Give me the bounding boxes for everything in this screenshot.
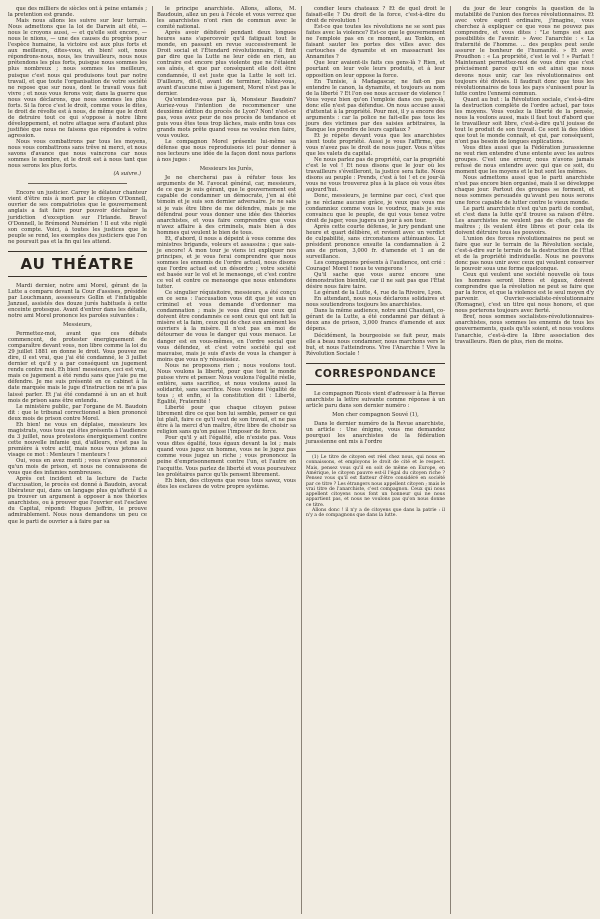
article-paragraph: Donc, messieurs, je termine par ceci, c'est que je ne réclame aucune grâce, je veux que vous me condamniez comme vous le voudrez, mais je suis convaincu que le peuple, de qui vous tenez votre droit de juger, vous jugera un jour à son tour. [306,193,445,224]
article-paragraph: Encore un justicier. Carrey le délateur chanteur vient d'être mis à mort par le citoyen O'Donnell, ouvrier de ses compatriotes que le gouvernement anglais a fait faire pour pouvoir déchaîner la juridiction d'exception sur l'Irlande. Bravo! O'Donnell, le Brémond Numérien ! Il eut vite réglé son compte. Voici, à toutes les justices que le peuple se rend, les exemples des justiciers que l'on ne poursuit pas et la fin qui les attend. [8,190,147,245]
article-paragraph: Le compagnon Morel présente lui-même sa défense que nous reproduisons ici pour donner à nos lecteurs une idée de la façon dont nous parlons à nos juges : [157,139,296,164]
article-paragraph: Après cette courte défense, le jury pendant une heure et quart délibère, et revient avec un verdict de culpabilité, sans circonstances atténuantes. Le président prononce ensuite la condamnation à 2 ans de prison, 3,000 fr. d'amende et 1 an de surveillance. [306,223,445,260]
article-paragraph: Permettez-moi, avant que ces débats commencent, de protester énergiquement de comparaître devant vous, non libre comme la loi du 29 juillet 1881 en donne le droit. Vous pouvez me dire, il est vrai, que j'ai été condamné, le 3 juillet dernier et qu'il y a par conséquent un jugement rendu contre moi. Eh bien! messieurs, ceci est vrai, mais ce jugement a été rendu sans que j'aie pu me défendre. Je me suis présenté en ce cabinet à la date marquée mais le juge d'instruction ne m'a pas laissé parler. Et j'ai été condamné à un an et huit mois de prison sans être entendu. [8,331,147,404]
footnote-paragraph: Allons donc ! il n'y a de citoyens que dans la patrie : il n'y a de compagnons que dans la lutte. [306,508,445,519]
article-paragraph: Ceux qui veulent une société nouvelle où tous les hommes seront libres et égaux, doivent comprendre que la révolution ne peut se faire que par la force, et que la violence est le seul moyen d'y parvenir. Ouvrier-socialiste-révolutionnaire (Romagne), c'est un titre qui nous honore, et que nous porterons toujours avec fierté. [455,272,594,315]
column-divider [152,6,153,914]
column-1 [8,6,147,525]
article-paragraph: L'union des forces révolutionnaires ne peut se faire que sur le terrain de la Révolution sociale, c'est-à-dire sur le terrain de la destruction de l'État et de la propriété individuelle. Nous ne pouvons donc pas nous unir avec ceux qui veulent conserver le pouvoir sous une forme quelconque. [455,235,594,273]
article-paragraph: Ce singulier réquisitoire, messieurs, a été conçu en ce sens : l'accusation vous dit que je suis un criminel et vous demande d'ordonner ma condamnation ; mais je vous dirai que ceux qui doivent être condamnés ce sont ceux qui ont fait la misère et la faim, ceux qui de chez eux amènent les ouvriers à la misère. Il n'est pas en moi de détourner de vous le danger qui vous menace. Le danger est en vous-mêmes, en l'ordre social que vous défendez, et c'est votre société qui est mauvaise, mais je suis d'avis de vous la changer à moins que vous n'y réussissiez. [157,290,296,363]
article-paragraph: Et je répète devant vous que les anarchistes nient toute propriété. Aussi je vous l'affirme, que vous n'avez pas le droit de nous juger. Vous n'êtes que les valets du capital. [306,132,445,158]
article-paragraph: Liberté pour que chaque citoyen puisse librement dire ce que bon lui semble, penser ce qui lui plaît, faire ce qu'il veut de son travail, et ne pas être à la merci d'un maître, être libre de choisir sa religion sans qu'on puisse l'imposer de force. [157,405,296,436]
article-paragraph: En Tunisie, à Madagascar, ne fait-on pas entendre le canon, la dynamite, et toujours au nom de la liberté ? Et l'on ose nous accuser de violence ! Vous voyez bien qu'on l'emploie dans ces pays-là, donc elle n'est pas défendue. On nous accuse aussi d'attentat à la propriété. Pour moi, il y a encore des arguments : car la police ne fait-elle pas tous les jours des victimes par des saisies arbitraires, la Banque les prendre de leurs capitaux ? [306,78,445,133]
article-paragraph: Ne nous parlez pas de propriété, car la propriété c'est le vol ! Et nous disons que le jour où les travailleurs s'éveilleront, la justice sera faite. Nous disons au peuple : Prends, c'est à toi ! et ce jour-là vous ne vous trouverez plus à la place où vous êtes aujourd'hui. [306,157,445,194]
article-paragraph: Oui, vous en avez menti ; vous n'avez prononcé qu'un mois de prison, et nous ne connaissons de vous que des infamies nombreuses. [8,458,147,477]
article-paragraph: Que leur avaient-ils faits ces gens-là ? Rien, et pourtant on leur vole leurs produits, et à leur opposition on leur oppose la force. [306,60,445,79]
article-paragraph: Et, d'abord, il nous a dépeint à vous comme des ministres brigands, voleurs et assassins ; que sais-je encore! À mon tour je viens ici expliquer nos principes, et je vous ferai comprendre que nous sommes les ennemis de l'ordre actuel, nous disons que l'ordre actuel est un désordre ; votre société est basée sur le vol et le mensonge, et c'est contre ce vol et contre ce mensonge que nous entendons lutter. [157,235,296,291]
article-paragraph: Nous vous combattrons par tous les moyens, nous vous combattrons sans trêve ni merci, et nous savons d'avance que nous vaincrons car nous sommes le nombre, et le droit est à nous tant que nous serons les plus forts. [8,139,147,170]
column-divider [450,6,451,914]
article-paragraph: Le compagnon Ricois vient d'adresser à la Revue anarchiste la lettre suivante comme réponse à un article paru dans son dernier numéro : [306,390,445,409]
article-paragraph: Est-ce que toutes les révolutions ne se sont pas faites avec la violence? Est-ce que le gouvernement ne l'emploie pas en ce moment, au Tonkin, en faisant sauter les portes des villes avec des cartouches de dynamite et en massacrant les Annamites ? [306,24,445,61]
article-paragraph: Après avoir débiteré pendant deux longues heures sans s'apercevoir qu'il fatiguait tout le monde, en passant en revue successivement le Droit social et l'Étendard révolutionnaire, il finit par dire que la Lutte ne leur cède en rien, au contraire est encore plus violente que ne l'étaient ses aînés, et que par conséquent elle doit être condamnée, il est juste que la Lutte le soit ici. D'ailleurs, dit-il, avant de terminer, hâtez-vous, avant d'aucune mise à jugement, Morel n'est pas le dernier. [157,30,296,97]
column-2 [157,6,296,490]
article-paragraph: Nous ne proposons rien ; nous voulons tout. Nous voulons la liberté, pour que tout le monde puisse vivre et penser. Nous voulons l'égalité réelle, entière, sans sacrifice, et nous voulons aussi la solidarité, sans sacrifice. Nous voulons l'égalité de tous ; et enfin, si la constitution dit : Liberté, Égalité, Fraternité ! [157,362,296,405]
salutation: Messieurs, [63,322,92,329]
footnote [306,451,445,519]
article-paragraph: Je ne chercherai pas à réfuter tous les arguments de M. l'avocat général, car, messieurs, de ce que je suis gérant, que le gouvernement est capable de condamner un démocrate, j'en ai été témoin et je suis son dernier adversaire. Je ne sais si je vais être libre de me défendre, mais je me défendrai pour vous donner une idée des théories anarchistes, et vous faire comprendre que vous n'avez affaire à des criminels, mais bien à des hommes qui veulent le bien de tous. [157,175,296,236]
section-divider [28,183,127,184]
article-paragraph: que des milliers de siècles ont à peine entamés ; la pretention est grande. [8,6,147,19]
article-paragraph: le principe anarchiste. Allons, allons, M. Baudouin, allez un peu à l'école et vous verrez que les anarchistes n'ont rien de commun avec le comité national. [157,6,296,31]
article-paragraph: Le ministère public, par l'organe de M. Baudoin dit : que le tribunal correctionnel a bien prononcé deux mois de prison contre Morel. [8,403,147,422]
article-paragraph: Eh bien! ne vous en déplaise, messieurs les magistrats, vous tous qui êtes présents à l'audience du 3 juillet, nous protestons énergiquement contre cette nouvelle infamie qui, d'ailleurs, n'est pas la première à votre actif, mais nous vous jetons au visage ce mot : Menteurs ! menteurs ! [8,421,147,458]
salutation: Mon cher compagnon Souvé (1), [332,411,419,418]
column-divider [301,6,302,914]
article-paragraph: Mais nous allons les suivre sur leur terrain. Nous admettons que la loi de Darwin ait été, — nous le croyons aussi, — et qu'elle soit encore, — nous le niions, — une des causes du progrès pour l'espèce humaine, la victoire est aux plus forts et aux meilleurs, dites-vous, eh bien! soit, nous répondrons-nous, nous, les travailleurs, nous nous prétendons les plus forts, puisque nous sommes les plus nombreux ; nous sommes les meilleurs, puisque c'est nous qui produisons tout par notre travail, et que toute l'organisation de votre société ne repose que sur nous, dont le travail vous fait vivre ; et nous vous ferons voir, dans la guerre que nous vous déclarons, que nous sommes les plus forts. Si la force c'est le droit, comme vous le dites, le droit de révolte est à nous, de même que le droit de detruire tout ce qui s'oppose à notre libre développement, et notre attaque sera d'autant plus justifiée que nous ne faisons que répondre à votre agression. [8,18,147,139]
article-paragraph: Quant au but : la Révolution sociale, c'est-à-dire la destruction complète de l'ordre actuel, par tous les moyens. Vous voulez la liberté de la pensée, nous la voulons aussi, mais il faut tout d'abord que le travailleur soit libre, c'est-à-dire qu'il jouisse de tout le produit de son travail. Ce sont là des idées que tout le monde connaît, et qui, par conséquent, n'ont pas besoin de longues explications. [455,96,594,146]
section-heading-correspondance: CORRESPONDANCE [306,363,445,385]
article-paragraph: Après cet incident et la lecture de l'acte d'accusation, le procès est donné à Baudoin, avocat libérateur qui, dans un langage plus qu'affecté il a pu trouver un argument à opposer à nos théories anarchistes, ou à prouver que l'ouvrier est l'esclave du Capital, répond: Hugues Jeffrin, le prouve admirablement. Nous nous demandons un peu ce que le parti de ouvrier a à faire par sa [8,476,147,525]
article-paragraph: Les compagnons présents à l'audience, ont crié : Courage! Morel ! nous te vengerons ! [306,259,445,273]
article-paragraph: Nous admettons aussi que le parti anarchiste n'est pas encore bien organisé, mais il se développe chaque jour. Partout des groupes se forment, et nous sommes persuadés qu'avant peu nous serons une force capable de lutter contre le vieux monde. [455,175,594,206]
article-paragraph: condier leurs chateaux ? Et de quel droit le faisait-elle ? Du droit de la force, c'est-à-dire du droit de révolution ! [306,6,445,25]
article-paragraph: Décidément, la bourgeoisie se fait peur, mais elle a beau nous condamner, nous marchons vers le but, et nous l'atteindrons. Vive l'Anarchie ! Vive la Révolution Sociale ! [306,332,445,357]
article-paragraph: Dans le dernier numéro de la Revue anarchiste, un article : Une énigme, vous me demandez pourquoi les anarchistes de la fédération jurassienne ont mis à l'ordre [306,420,445,446]
column-3 [306,6,445,519]
article-paragraph: Vous dites aussi que la Fédération jurassienne ne veut rien entendre d'une entente avec les autres groupes. C'est une erreur, nous n'avons jamais refusé de nous entendre avec qui que ce soit, du moment que les moyens et le but sont les mêmes. [455,145,594,176]
article-paragraph: Mardi dernier, notre ami Morel, gérant de la Lutte a comparu devant la Cour d'assises, présidée par Louchmann, assesseurs Gollin et l'infatigable Janzuel, assistés des douze jurés habituels à cette enceinte grotesque. Avant d'entrer dans les détails, notre ami Morel prononce les paroles suivantes : [8,282,147,319]
article-paragraph: En attendant, nous nous déclarons solidaires et nous soutiendrons toujours les anarchistes. [306,296,445,309]
article-paragraph: Pour qu'il y ait l'égalité, elle n'existe pas. Vous vous dites égalité, tous égaux devant la loi ; mais quand vous jugez un homme, vous ne le jugez pas comme vous jugez un riche ; vous prononcez la peine d'emprisonnement contre l'un, et l'autre on l'acquitte. Vous parlez de liberté et vous poursuivez les prolétaires parce qu'ils pensent librement. [157,435,296,478]
section-heading-theatre: AU THÉATRE [8,251,147,277]
article-paragraph: Le gérant de la Lutte, 4, rue de la Rivoire, Lyon. [314,290,443,297]
article-paragraph: Bref, nous sommes socialistes-révolutionnaires-anarchistes, nous sommes les ennemis de tous les gouvernements, quels qu'ils soient, et nous voulons l'anarchie, c'est-à-dire la libre association des travailleurs. Rien de plus, rien de moins. [455,314,594,345]
salutation: Messieurs les Jurés, [199,166,254,173]
column-4 [455,6,594,345]
article-paragraph: Qu'il sache que vous aurez encore une démonstration bientôt, car il ne sait pas que l'État désire nous faire taire. [306,272,445,291]
footnote-paragraph: (1) Le titre de citoyen est réel chez nous, qui nous en connaissons, et employons le droit de cité et le respect. Mais, pensez vous qu'il en soit de même en Europe, en Amérique, le citoyen pauvre est-il l'égal du citoyen riche ? Pensez vous qu'il est flatteur d'être considéré en société par ce titre ? Les étrangers nous appellent citoyen ; mais le vrai titre de l'anarchiste, c'est compagnon. Ceux qui nous appellent citoyens nous font un honneur qui ne nous appartient pas, et nous ne voulons pas qu'on nous donne ce titre. [306,455,445,508]
article-paragraph: Eh bien, des citoyens que vous tous savez, vous êtes les esclaves de votre propre système. [157,477,296,490]
article-paragraph: Dans la même audience, notre ami Chautant, co-gérant de la Lutte, a été condamné par défaut à deux ans de prison, 3,000 francs d'amende et aux dépens. [306,308,445,333]
article-paragraph: du jour de leur congrès la question de la mutabilité de l'union des forces révolutionnaires. Et avec votre esprit ordinaire, j'imagine, vous cherchez à expliquer ce que vous ne pouvez pas comprendre, et vous dites : "Le temps est aux possibilités de l'avenir. » Avec l'anarchie : « La fraternité de l'homme. ... des peuples peut seule assurer le bonheur de l'humanité. » Et avec Proudhon : « La propriété, c'est le vol ! » Parfait ! Maintenant permettez-moi de vous dire que c'est précisément parce qu'il en est ainsi que nous devons nous unir, car les révolutionnaires ont toujours été divisés. Il faudrait donc que tous les révolutionnaires de tous les pays s'unissent pour la lutte contre l'ennemi commun. [455,6,594,97]
continued-note: (A suivre.) [113,171,141,178]
article-paragraph: Le parti anarchiste n'est qu'un parti de combat, et c'est dans la lutte qu'il trouve sa raison d'être. Les anarchistes ne veulent pas de chefs, pas de maîtres ; ils veulent être libres et pour cela ils doivent détruire tous les pouvoirs. [455,205,594,236]
article-paragraph: Qu'entendez-vous par là, Monsieur Baudoin? Auriez-vous l'intention de recommencer une deuxième édition du procès de Lyon? Non! n'est-ce pas, vous avez peur de nos procès de tendance et puis vous êtes tous trop lâches, mais enfin tous ces grands mots prête quand vous ne voulez rien faire, vous voulez. [157,96,296,139]
